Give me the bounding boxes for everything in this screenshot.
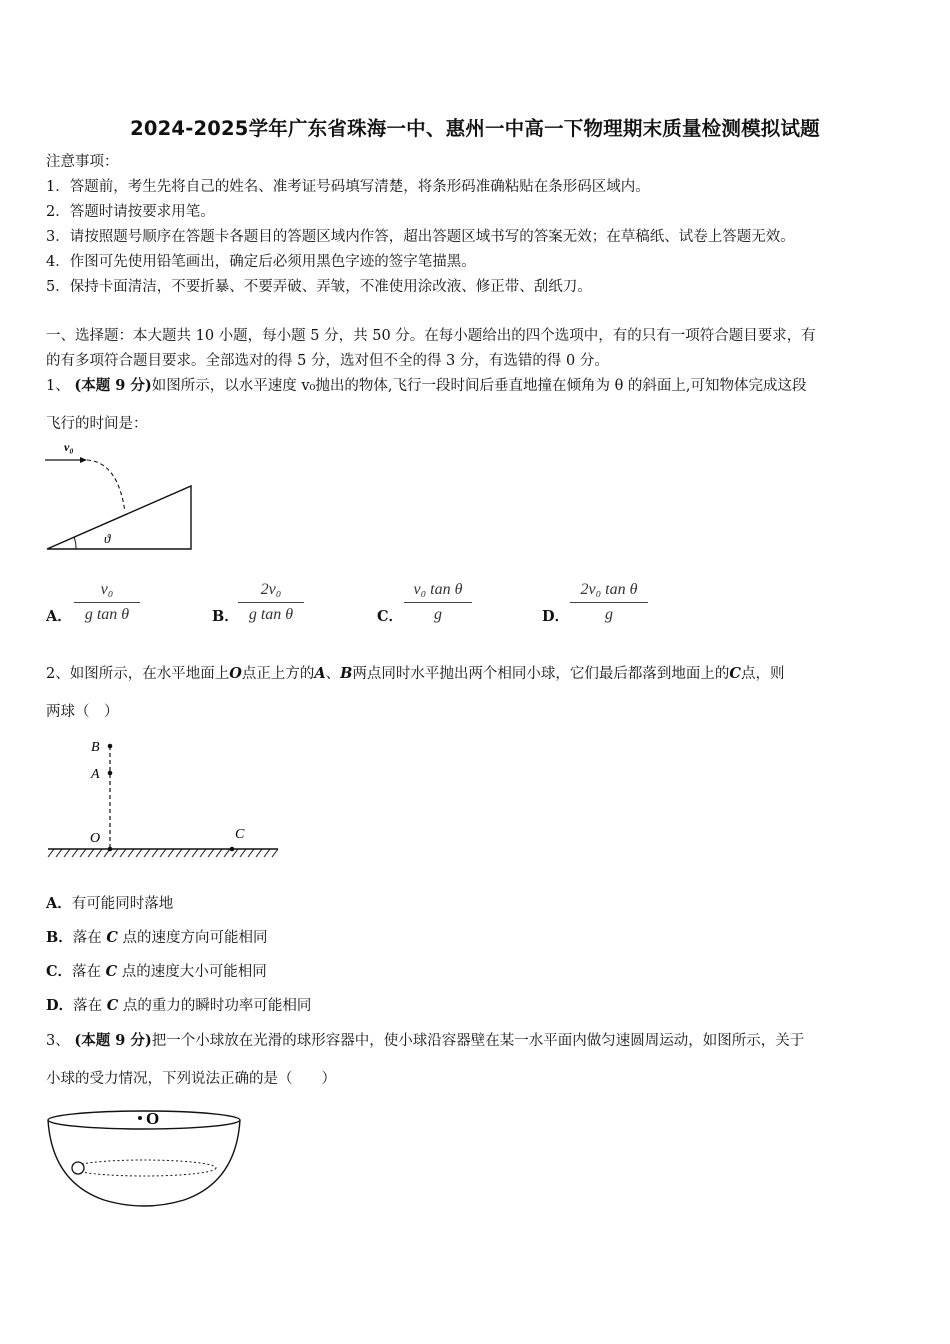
label-b: B (91, 740, 100, 755)
label-a: A (91, 767, 100, 782)
q3-text: 把一个小球放在光滑的球形容器中，使小球沿容器壁在某一水平面内做匀速圆周运动，如图所示，关于 (151, 1033, 805, 1049)
option-point: C (106, 929, 118, 946)
option-label: D． (46, 997, 74, 1014)
q1-option-a-den: g tan θ (84, 606, 130, 623)
notice-item: 1．答题前，考生先将自己的姓名、准考证号码填写清楚，将条形码准确粘贴在条形码区域内。 (46, 179, 650, 195)
option-point: C (106, 997, 119, 1014)
q1-incline-figure (40, 436, 200, 556)
q1-option-d-num: 2v₀ tan θ (580, 581, 638, 598)
q2-point-o: O (229, 665, 242, 682)
q1-option-b-formula (238, 578, 304, 627)
q2-number: 2、 (46, 666, 70, 682)
q2-option-b (46, 928, 268, 948)
q2-text: 、 (325, 666, 341, 682)
q2-text: 点，则 (740, 666, 785, 682)
option-text: 点的速度方向可能相同 (117, 930, 268, 946)
option-text: 落在 (72, 930, 107, 946)
q1-option-a-num: v₀ (100, 581, 114, 598)
q2-point-a: A (314, 665, 326, 682)
notice-item: 2．答题时请按要求用笔。 (46, 204, 215, 220)
q1-text: 如图所示，以水平速度 v₀抛出的物体,飞行一段时间后垂直地撞在倾角为 θ 的斜面上,可知物体完成这段 (151, 378, 807, 394)
notice-item: 3．请按照题号顺序在答题卡各题目的答题区域内作答，超出答题区域书写的答案无效；在草稿纸、试卷上答题无效。 (46, 229, 795, 245)
v0-label: v₀ (64, 440, 74, 454)
q2-point-c: C (729, 665, 741, 682)
q2-option-c (46, 962, 267, 982)
q3-points: (本题 9 分) (74, 1032, 152, 1049)
q2-line1 (46, 664, 784, 684)
option-text: 落在 (72, 964, 106, 980)
theta-label: ϑ (104, 531, 111, 546)
q1-option-b-den: g tan θ (248, 606, 294, 623)
section-intro-line1: 一、选择题：本大题共 10 小题，每小题 5 分，共 50 分。在每小题给出的四个选项中，有的只有一项符合题目要求，有 (46, 328, 816, 344)
option-text: 点的速度大小可能相同 (117, 964, 267, 980)
option-text: 落在 (73, 998, 107, 1014)
q1-option-b-num: 2v₀ (260, 581, 282, 598)
q1-number: 1、 (46, 378, 70, 394)
q2-line2: 两球（ ） (46, 704, 119, 720)
q1-option-c-den: g (434, 606, 442, 623)
q2-text: 点正上方的 (241, 666, 315, 682)
option-text: 有可能同时落地 (71, 896, 174, 912)
q1-option-b-label: B． (212, 608, 239, 625)
q2-text: 两点同时水平抛出两个相同小球，它们最后都落到地面上的 (352, 666, 730, 682)
q3-line2: 小球的受力情况，下列说法正确的是（ ） (46, 1071, 336, 1087)
q1-option-d-formula (570, 578, 648, 627)
section-intro-line2: 的有多项符合题目要求。全部选对的得 5 分，选对但不全的得 3 分，有选错的得 0 分。 (46, 353, 609, 369)
q2-point-b: B (340, 665, 353, 682)
q2-option-a (46, 894, 173, 914)
q2-option-d (46, 996, 311, 1016)
option-text: 点的重力的瞬时功率可能相同 (118, 998, 312, 1014)
q1-option-a-formula (74, 578, 140, 627)
q3-number: 3、 (46, 1033, 70, 1049)
q1-points: (本题 9 分) (74, 377, 152, 394)
page-title: 2024-2025学年广东省珠海一中、惠州一中高一下物理期末质量检测模拟试题 (130, 117, 820, 140)
q1-option-d-den: g (605, 606, 613, 623)
q1-option-a-label: A． (46, 608, 72, 625)
q2-ground-figure (44, 734, 284, 864)
option-label: B． (46, 929, 73, 946)
q1-line1 (46, 376, 807, 396)
q1-option-d-label: D． (542, 608, 570, 625)
notice-item: 5．保持卡面清洁，不要折暴、不要弄破、弄皱，不准使用涂改液、修正带、刮纸刀。 (46, 279, 592, 295)
q1-option-c-label: C． (377, 608, 404, 625)
option-point: C (105, 963, 118, 980)
label-o: O (90, 831, 101, 846)
notice-heading: 注意事项： (46, 154, 119, 170)
q1-option-c-num: v₀ tan θ (413, 581, 463, 598)
option-label: C． (46, 963, 73, 980)
label-o: O (146, 1109, 160, 1128)
q2-text: 如图所示，在水平地面上 (69, 666, 230, 682)
option-label: A． (46, 895, 72, 912)
q3-line1 (46, 1031, 804, 1051)
q3-bowl-figure (44, 1104, 254, 1214)
notice-item: 4．作图可先使用铅笔画出，确定后必须用黑色字迹的签字笔描黑。 (46, 254, 476, 270)
q1-option-c-formula (404, 578, 472, 627)
label-c: C (235, 827, 245, 842)
q1-line2: 飞行的时间是： (46, 416, 148, 432)
